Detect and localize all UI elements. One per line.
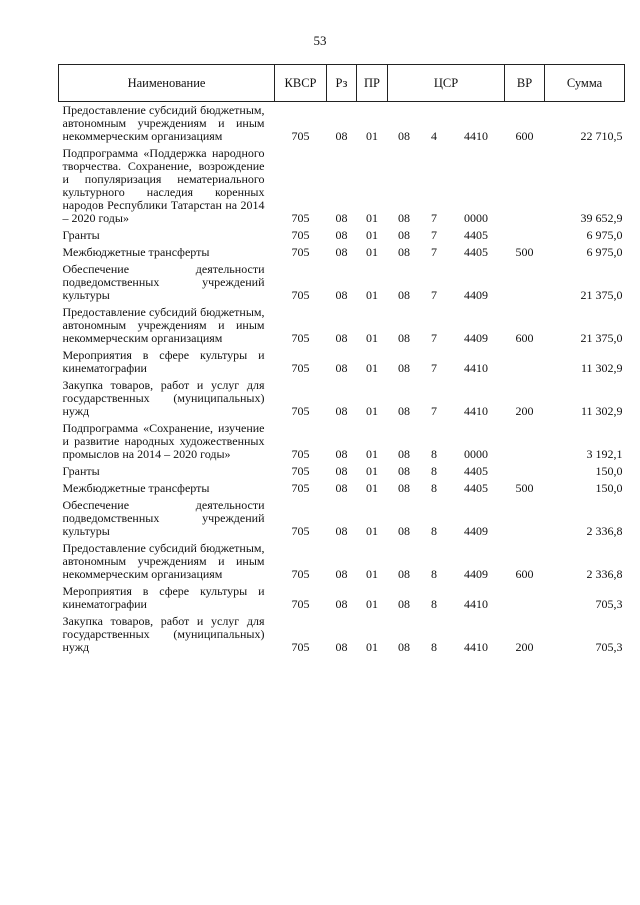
row-csr-part2: 7 <box>431 288 437 302</box>
row-name: Закупка товаров, работ и услуг для государственных (муниципальных) нужд <box>62 614 265 654</box>
row-csr-part2: 7 <box>431 404 437 418</box>
table-row <box>59 499 625 542</box>
row-vr <box>505 499 545 542</box>
table-header-row <box>59 65 625 102</box>
row-name: Межбюджетные трансферты <box>62 481 210 495</box>
table-row <box>59 465 625 482</box>
row-kvsr: 705 <box>291 447 310 461</box>
row-csr-part2: 8 <box>431 524 437 538</box>
row-sum: 3 192,1 <box>586 447 623 461</box>
row-csr-part2: 7 <box>431 245 437 259</box>
row-csr-part1: 08 <box>398 464 410 478</box>
row-kvsr: 705 <box>291 361 310 375</box>
row-vr: 600 <box>515 129 534 143</box>
header-vr: ВР <box>505 65 545 102</box>
row-rz: 08 <box>335 211 348 225</box>
row-rz: 08 <box>335 331 348 345</box>
row-pr: 01 <box>366 245 378 259</box>
table-row <box>59 542 625 585</box>
header-kvsr: КВСР <box>275 65 327 102</box>
page-number: 53 <box>313 33 327 48</box>
row-csr-part2: 7 <box>431 361 437 375</box>
header-csr: ЦСР <box>388 65 505 102</box>
header-pr: ПР <box>357 65 388 102</box>
row-pr: 01 <box>366 211 378 225</box>
row-sum: 705,3 <box>595 597 623 611</box>
row-csr-part3: 4405 <box>464 481 488 495</box>
row-csr-part3: 4405 <box>464 228 488 242</box>
row-sum: 2 336,8 <box>586 524 623 538</box>
row-rz: 08 <box>335 597 348 611</box>
row-pr: 01 <box>366 129 378 143</box>
row-csr-part1: 08 <box>398 129 410 143</box>
row-csr-part1: 08 <box>398 211 410 225</box>
table-row <box>59 615 625 658</box>
row-csr-part1: 08 <box>398 404 410 418</box>
row-name: Мероприятия в сфере культуры и кинематографии <box>62 348 265 375</box>
row-sum: 2 336,8 <box>586 567 623 581</box>
table-row <box>59 102 625 148</box>
row-csr-part3: 4410 <box>464 404 488 418</box>
row-pr: 01 <box>366 361 378 375</box>
row-rz: 08 <box>335 404 348 418</box>
row-vr <box>505 349 545 379</box>
row-csr-part3: 4409 <box>464 288 488 302</box>
row-csr-part1: 08 <box>398 245 410 259</box>
row-csr-part1: 08 <box>398 288 410 302</box>
table-row <box>59 147 625 229</box>
table-row <box>59 246 625 263</box>
row-rz: 08 <box>335 524 348 538</box>
row-rz: 08 <box>335 640 348 654</box>
row-sum: 22 710,5 <box>580 129 623 143</box>
row-csr-part3: 4410 <box>464 640 488 654</box>
row-csr-part3: 4409 <box>464 567 488 581</box>
row-sum: 6 975,0 <box>586 245 623 259</box>
row-name: Межбюджетные трансферты <box>62 245 210 259</box>
row-vr: 600 <box>515 567 534 581</box>
row-vr <box>505 147 545 229</box>
row-vr <box>505 229 545 246</box>
row-csr-part3: 4410 <box>464 597 488 611</box>
row-vr: 500 <box>515 481 534 495</box>
row-rz: 08 <box>335 567 348 581</box>
row-kvsr: 705 <box>291 404 310 418</box>
row-pr: 01 <box>366 331 378 345</box>
row-pr: 01 <box>366 524 378 538</box>
header-sum: Сумма <box>545 65 625 102</box>
row-csr-part3: 0000 <box>464 447 488 461</box>
row-csr-part1: 08 <box>398 640 410 654</box>
row-kvsr: 705 <box>291 524 310 538</box>
row-vr <box>505 585 545 615</box>
table-row <box>59 422 625 465</box>
row-name: Подпрограмма «Поддержка народного творчества. Сохранение, возрождение и популяризация нематериального культурного наследия коренных народов Республики Татарстан на 2014 – 2020 годы» <box>62 146 265 225</box>
row-kvsr: 705 <box>291 211 310 225</box>
table-row <box>59 379 625 422</box>
row-csr-part1: 08 <box>398 597 410 611</box>
row-csr-part3: 4409 <box>464 524 488 538</box>
row-csr-part3: 4409 <box>464 331 488 345</box>
row-name: Предоставление субсидий бюджетным, автономным учреждениям и иным некоммерческим организациям <box>62 541 265 581</box>
row-pr: 01 <box>366 567 378 581</box>
row-vr: 600 <box>515 331 534 345</box>
row-sum: 11 302,9 <box>580 361 623 375</box>
row-pr: 01 <box>366 597 378 611</box>
row-pr: 01 <box>366 288 378 302</box>
row-vr <box>505 465 545 482</box>
row-pr: 01 <box>366 640 378 654</box>
row-csr-part2: 8 <box>431 597 437 611</box>
row-csr-part1: 08 <box>398 567 410 581</box>
row-csr-part2: 8 <box>431 481 437 495</box>
table-row <box>59 585 625 615</box>
budget-table <box>58 64 625 658</box>
row-csr-part1: 08 <box>398 481 410 495</box>
row-name: Подпрограмма «Сохранение, изучение и развитие народных художественных промыслов на 2014 – 2020 годы» <box>62 421 265 461</box>
row-csr-part3: 4410 <box>464 129 488 143</box>
row-pr: 01 <box>366 404 378 418</box>
row-sum: 150,0 <box>595 464 623 478</box>
row-pr: 01 <box>366 464 378 478</box>
row-csr-part2: 8 <box>431 464 437 478</box>
row-csr-part3: 0000 <box>464 211 488 225</box>
row-sum: 705,3 <box>595 640 623 654</box>
row-pr: 01 <box>366 481 378 495</box>
row-rz: 08 <box>335 361 348 375</box>
row-rz: 08 <box>335 447 348 461</box>
row-name: Предоставление субсидий бюджетным, автономным учреждениям и иным некоммерческим организациям <box>62 305 265 345</box>
row-rz: 08 <box>335 288 348 302</box>
row-sum: 21 375,0 <box>580 331 623 345</box>
row-sum: 150,0 <box>595 481 623 495</box>
row-rz: 08 <box>335 228 348 242</box>
row-sum: 21 375,0 <box>580 288 623 302</box>
table-row <box>59 349 625 379</box>
row-kvsr: 705 <box>291 129 310 143</box>
row-csr-part3: 4405 <box>464 245 488 259</box>
row-kvsr: 705 <box>291 245 310 259</box>
row-rz: 08 <box>335 129 348 143</box>
row-kvsr: 705 <box>291 567 310 581</box>
row-kvsr: 705 <box>291 288 310 302</box>
row-rz: 08 <box>335 481 348 495</box>
row-kvsr: 705 <box>291 481 310 495</box>
row-kvsr: 705 <box>291 464 310 478</box>
row-csr-part2: 7 <box>431 228 437 242</box>
row-pr: 01 <box>366 447 378 461</box>
row-name: Закупка товаров, работ и услуг для государственных (муниципальных) нужд <box>62 378 265 418</box>
row-name: Обеспечение деятельности подведомственных учреждений культуры <box>62 498 265 538</box>
row-rz: 08 <box>335 245 348 259</box>
row-csr-part2: 8 <box>431 567 437 581</box>
table-row <box>59 482 625 499</box>
row-sum: 39 652,9 <box>580 211 623 225</box>
row-csr-part2: 8 <box>431 640 437 654</box>
row-name: Предоставление субсидий бюджетным, автономным учреждениям и иным некоммерческим организациям <box>62 103 265 143</box>
row-sum: 6 975,0 <box>586 228 623 242</box>
table-row <box>59 306 625 349</box>
row-csr-part3: 4405 <box>464 464 488 478</box>
row-csr-part3: 4410 <box>464 361 488 375</box>
row-kvsr: 705 <box>291 640 310 654</box>
row-vr: 200 <box>515 404 534 418</box>
table-row <box>59 263 625 306</box>
row-csr-part2: 4 <box>431 129 437 143</box>
row-sum: 11 302,9 <box>580 404 623 418</box>
row-kvsr: 705 <box>291 228 310 242</box>
header-name: Наименование <box>59 65 275 102</box>
table-row <box>59 229 625 246</box>
row-vr: 500 <box>515 245 534 259</box>
row-csr-part1: 08 <box>398 228 410 242</box>
row-csr-part2: 7 <box>431 331 437 345</box>
row-kvsr: 705 <box>291 331 310 345</box>
row-csr-part1: 08 <box>398 361 410 375</box>
row-csr-part1: 08 <box>398 447 410 461</box>
row-csr-part2: 7 <box>431 211 437 225</box>
row-vr <box>505 422 545 465</box>
row-csr-part1: 08 <box>398 524 410 538</box>
row-name: Гранты <box>62 228 100 242</box>
row-csr-part2: 8 <box>431 447 437 461</box>
row-pr: 01 <box>366 228 378 242</box>
row-csr-part1: 08 <box>398 331 410 345</box>
row-name: Мероприятия в сфере культуры и кинематографии <box>62 584 265 611</box>
row-name: Обеспечение деятельности подведомственных учреждений культуры <box>62 262 265 302</box>
row-rz: 08 <box>335 464 348 478</box>
header-rz: Рз <box>327 65 357 102</box>
row-vr <box>505 263 545 306</box>
row-kvsr: 705 <box>291 597 310 611</box>
row-vr: 200 <box>515 640 534 654</box>
row-name: Гранты <box>62 464 100 478</box>
